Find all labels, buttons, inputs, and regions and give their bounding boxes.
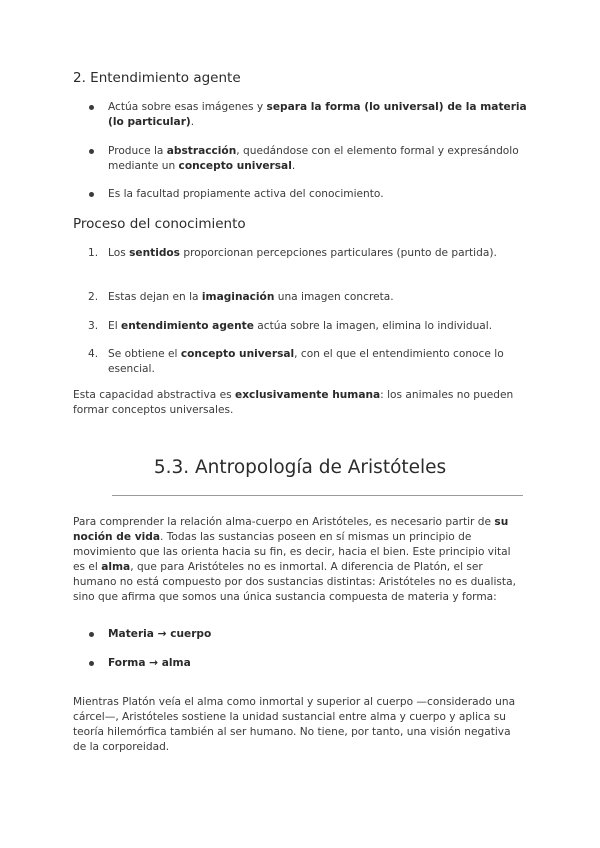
bullet-icon	[89, 632, 94, 637]
list-item: Forma → alma	[108, 656, 528, 671]
list-item: Produce la abstracción, quedándose con el elemento formal y expresándolo mediante un concepto universal.	[108, 144, 528, 174]
bullet-icon	[89, 192, 94, 197]
bullet-icon	[89, 149, 94, 154]
list-item: Actúa sobre esas imágenes y separa la forma (lo universal) de la materia (lo particular).	[108, 100, 528, 130]
paragraph-intro-antropologia: Para comprender la relación alma-cuerpo en Aristóteles, es necesario partir de su noción de vida. Todas las sustancias poseen en sí mismas un principio de movimiento que las orienta hacia su fin, es decir, hacia el bien. Este principio vital es el alma, que para Aristóteles no es inmortal. A diferencia de Platón, el ser humano no está compuesto por dos sustancias distintas: Aristóteles no es dualista, sino que afirma que somos una única sustancia compuesta de materia y forma:	[73, 516, 516, 603]
title-divider	[112, 495, 523, 496]
heading-proceso-conocimiento: Proceso del conocimiento	[73, 216, 246, 232]
bullet-icon	[89, 105, 94, 110]
bullet-icon	[89, 661, 94, 666]
list-item: 4. Se obtiene el concepto universal, con el que el entendimiento conoce lo esencial.	[88, 348, 504, 375]
section-title: 5.3. Antropología de Aristóteles	[153, 457, 447, 478]
paragraph-abstractiva: Esta capacidad abstractiva es exclusivamente humana: los animales no pueden formar conceptos universales.	[73, 389, 514, 416]
paragraph-closing: Mientras Platón veía el alma como inmortal y superior al cuerpo —considerado una cárcel—, Aristóteles sostiene la unidad sustancial entre alma y cuerpo y aplica su teoría hilemórfica también al ser humano. No tiene, por tanto, una visión negativa de la corporeidad.	[73, 696, 516, 753]
list-item: 1. Los sentidos proporcionan percepciones particulares (punto de partida).	[88, 247, 497, 259]
list-item: 2. Estas dejan en la imaginación una imagen concreta.	[88, 291, 394, 303]
list-item: 3. El entendimiento agente actúa sobre la imagen, elimina lo individual.	[88, 320, 493, 332]
list-item: Materia → cuerpo	[108, 627, 528, 642]
heading-entendimiento-agente: 2. Entendimiento agente	[73, 70, 241, 86]
list-item: Es la facultad propiamente activa del conocimiento.	[108, 187, 528, 202]
